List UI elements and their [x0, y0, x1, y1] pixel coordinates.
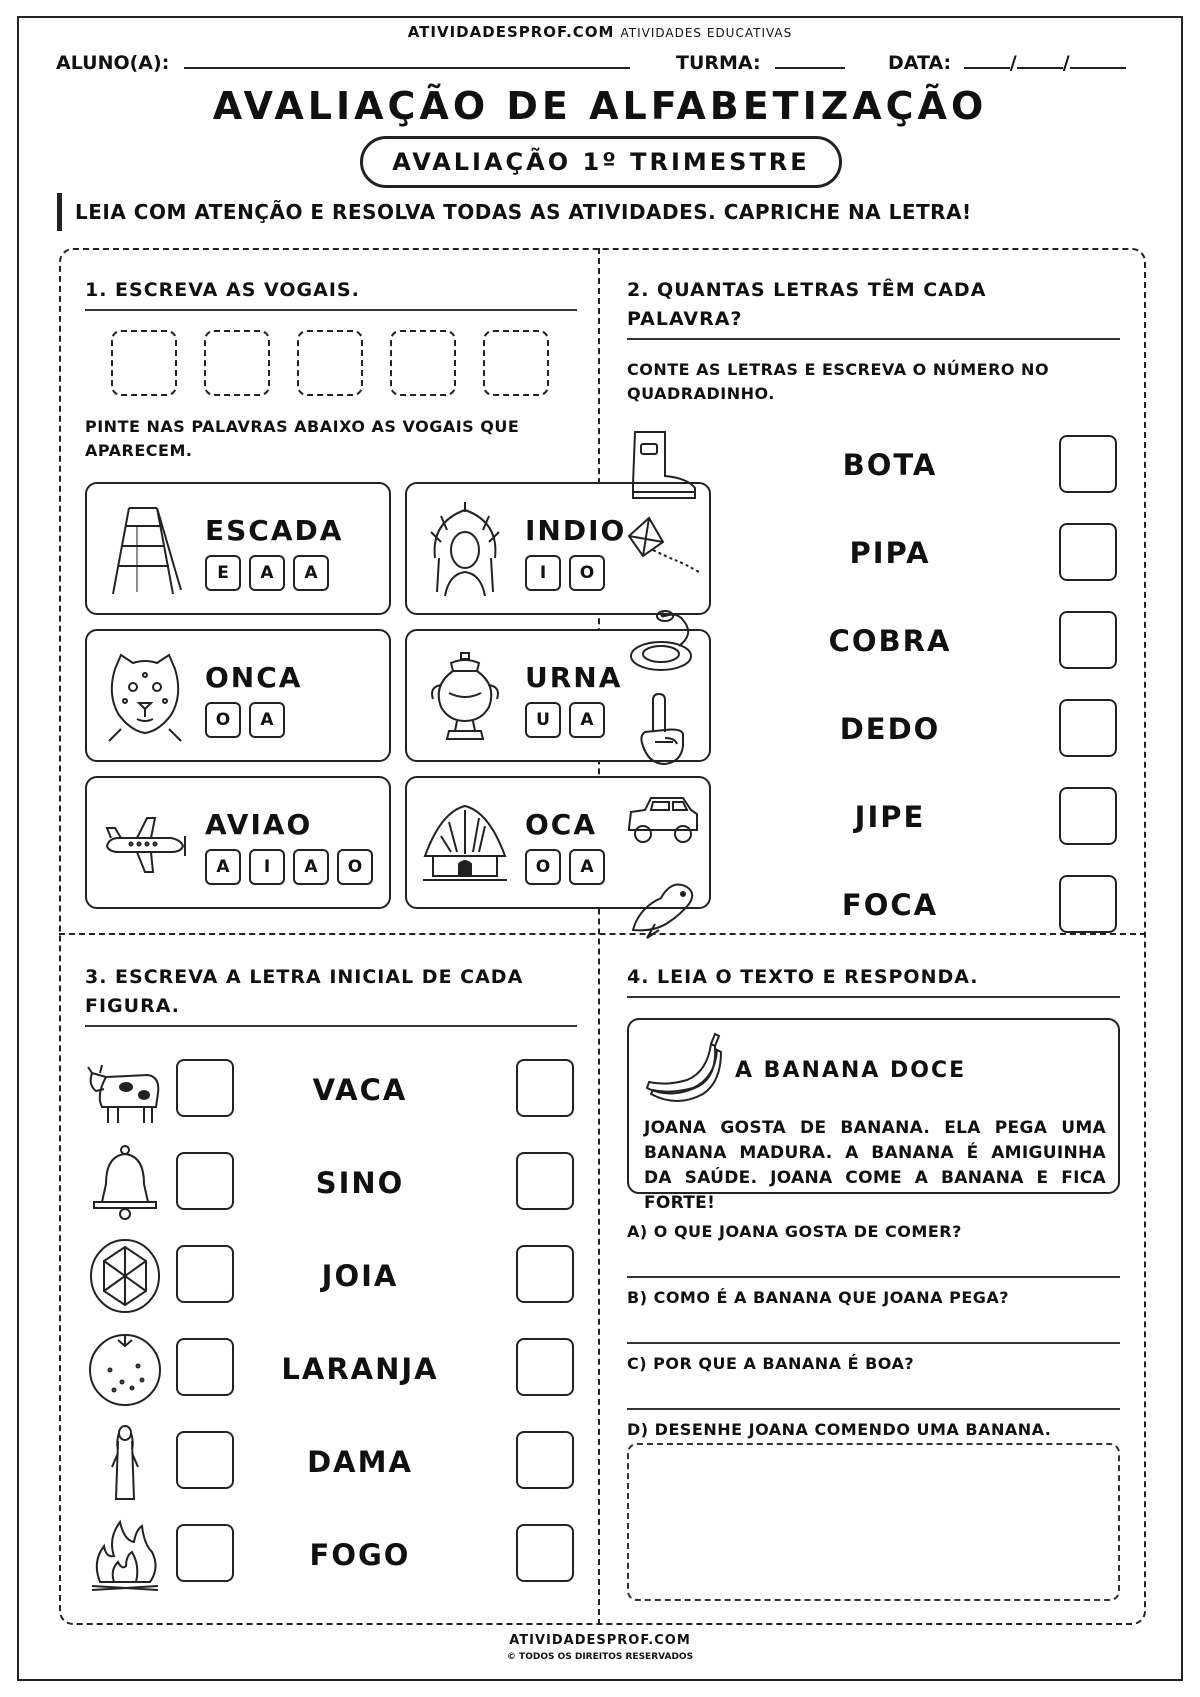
count-answer-box[interactable]: [1059, 875, 1117, 933]
card-word: ESCADA: [205, 514, 344, 547]
airplane-icon: [101, 796, 189, 892]
date-day-line[interactable]: [964, 53, 1010, 69]
story-text: JOANA GOSTA DE BANANA. ELA PEGA UMA BANANA MADURA. A BANANA É AMIGUINHA DA SAÚDE. JOANA COME A BANANA E FICA FORTE!: [644, 1118, 1106, 1213]
initial-answer-box-right[interactable]: [516, 1338, 574, 1396]
footer-rights: © TODOS OS DIREITOS RESERVADOS: [506, 1652, 694, 1662]
jaguar-icon: [101, 649, 189, 745]
count-row: [600, 596, 1144, 684]
kite-icon: [625, 516, 701, 592]
initial-answer-box-right[interactable]: [516, 1245, 574, 1303]
initial-word: FOGO: [309, 1538, 411, 1572]
site-tagline: ATIVIDADES EDUCATIVAS: [620, 26, 793, 40]
letter-tile[interactable]: O: [569, 555, 605, 591]
letter-tile[interactable]: O: [337, 849, 373, 885]
count-row: [600, 508, 1144, 596]
date-month-line[interactable]: [1017, 53, 1063, 69]
letter-tile[interactable]: A: [293, 555, 329, 591]
date-separator: /: [1062, 52, 1070, 74]
count-word: JIPE: [854, 800, 926, 834]
drawing-area[interactable]: [627, 1443, 1120, 1601]
count-answer-box[interactable]: [1059, 523, 1117, 581]
card-letters: [525, 555, 605, 591]
initial-letter-row: [80, 1047, 580, 1137]
count-answer-box[interactable]: [1059, 699, 1117, 757]
vowel-box-1[interactable]: [111, 330, 177, 396]
initial-answer-box-left[interactable]: [176, 1431, 234, 1489]
letter-tile[interactable]: I: [525, 555, 561, 591]
letter-tile[interactable]: A: [569, 849, 605, 885]
q2-heading: [627, 276, 1120, 340]
question-a: A) O QUE JOANA GOSTA DE COMER?: [627, 1222, 962, 1241]
initial-answer-box-left[interactable]: [176, 1524, 234, 1582]
count-row: [600, 420, 1144, 508]
word-card: [85, 629, 391, 762]
letter-tile[interactable]: A: [569, 702, 605, 738]
initial-word: LARANJA: [281, 1352, 439, 1386]
answer-line-c[interactable]: [627, 1408, 1120, 1410]
site-header: [0, 23, 1200, 41]
instruction-text: LEIA COM ATENÇÃO E RESOLVA TODAS AS ATIVIDADES. CAPRICHE NA LETRA!: [57, 193, 972, 231]
count-word: COBRA: [828, 624, 952, 658]
ladder-icon: [101, 502, 189, 598]
letter-tile[interactable]: A: [293, 849, 329, 885]
letter-tile[interactable]: A: [205, 849, 241, 885]
letter-tile[interactable]: A: [249, 555, 285, 591]
card-word: ONCA: [205, 661, 303, 694]
initial-letter-row: [80, 1140, 580, 1230]
vowel-box-4[interactable]: [390, 330, 456, 396]
q3-heading-line1: 3. ESCREVA A LETRA INICIAL DE CADA: [85, 966, 524, 988]
page-subtitle: AVALIAÇÃO 1º TRIMESTRE: [360, 136, 842, 188]
q2-prompt: CONTE AS LETRAS E ESCREVA O NÚMERO NO QUADRADINHO.: [627, 360, 1050, 403]
card-letters: [205, 849, 373, 885]
class-row: [676, 52, 845, 74]
count-row: [600, 860, 1144, 948]
class-label: TURMA:: [676, 52, 761, 74]
story-title: A BANANA DOCE: [735, 1058, 967, 1083]
letter-tile[interactable]: I: [249, 849, 285, 885]
page-title: AVALIAÇÃO DE ALFABETIZAÇÃO: [212, 84, 988, 128]
date-year-line[interactable]: [1070, 53, 1126, 69]
hut-icon: [421, 796, 509, 892]
letter-tile[interactable]: E: [205, 555, 241, 591]
initial-answer-box-left[interactable]: [176, 1245, 234, 1303]
card-letters: [525, 849, 605, 885]
q2-heading-line1: 2. QUANTAS LETRAS TÊM CADA: [627, 279, 987, 301]
initial-word: VACA: [312, 1073, 408, 1107]
vowel-box-3[interactable]: [297, 330, 363, 396]
q3-heading: [85, 963, 577, 1027]
question-b: B) COMO É A BANANA QUE JOANA PEGA?: [627, 1288, 1010, 1307]
finger-icon: [625, 692, 701, 768]
answer-line-a[interactable]: [627, 1276, 1120, 1278]
jewel-icon: [86, 1237, 164, 1315]
date-row: [888, 52, 1126, 74]
initial-answer-box-left[interactable]: [176, 1338, 234, 1396]
card-letters: [525, 702, 605, 738]
count-row: [600, 684, 1144, 772]
count-word: DEDO: [839, 712, 941, 746]
cow-icon: [86, 1051, 164, 1129]
initial-word: DAMA: [307, 1445, 413, 1479]
card-letters: [205, 555, 329, 591]
count-word: FOCA: [841, 888, 939, 922]
vowel-box-2[interactable]: [204, 330, 270, 396]
letter-tile[interactable]: U: [525, 702, 561, 738]
count-row: [600, 772, 1144, 860]
q4-heading: 4. LEIA O TEXTO E RESPONDA.: [627, 963, 1120, 998]
letter-tile[interactable]: O: [205, 702, 241, 738]
urn-icon: [421, 649, 509, 745]
initial-letter-row: [80, 1512, 580, 1602]
initial-letter-row: [80, 1233, 580, 1323]
banana-icon: [641, 1028, 727, 1108]
date-label: DATA:: [888, 52, 952, 74]
date-separator: /: [1009, 52, 1017, 74]
word-card: [85, 776, 391, 909]
seal-icon: [625, 868, 701, 944]
student-name-label: ALUNO(A):: [56, 52, 170, 74]
card-word: OCA: [525, 808, 598, 841]
site-name: ATIVIDADESPROF.COM: [407, 23, 615, 41]
count-answer-box[interactable]: [1059, 611, 1117, 669]
footer-site: ATIVIDADESPROF.COM: [509, 1633, 691, 1648]
q2-list: [600, 420, 1144, 932]
student-name-row: [56, 52, 630, 74]
initial-answer-box-right[interactable]: [516, 1059, 574, 1117]
question-c: C) POR QUE A BANANA É BOA?: [627, 1354, 915, 1373]
answer-line-b[interactable]: [627, 1342, 1120, 1344]
card-word: URNA: [525, 661, 623, 694]
initial-letter-row: [80, 1326, 580, 1416]
initial-letter-row: [80, 1419, 580, 1509]
initial-answer-box-left[interactable]: [176, 1059, 234, 1117]
initial-word: JOIA: [321, 1259, 399, 1293]
word-card: [85, 482, 391, 615]
count-answer-box[interactable]: [1059, 435, 1117, 493]
lady-icon: [86, 1423, 164, 1501]
initial-answer-box-left[interactable]: [176, 1152, 234, 1210]
card-word: AVIAO: [205, 808, 313, 841]
q1-cards: [80, 478, 627, 918]
count-word: BOTA: [842, 448, 938, 482]
count-answer-box[interactable]: [1059, 787, 1117, 845]
class-line[interactable]: [775, 53, 845, 69]
question-d: D) DESENHE JOANA COMENDO UMA BANANA.: [627, 1420, 1052, 1439]
story-box: [627, 1018, 1120, 1213]
card-letters: [205, 702, 285, 738]
student-name-line[interactable]: [184, 53, 630, 69]
initial-answer-box-right[interactable]: [516, 1524, 574, 1582]
initial-word: SINO: [315, 1166, 405, 1200]
snake-icon: [625, 604, 701, 680]
orange-icon: [86, 1330, 164, 1408]
indigenous-chief-icon: [421, 502, 509, 598]
vowel-box-5[interactable]: [483, 330, 549, 396]
jeep-icon: [625, 780, 701, 856]
q3-heading-line2: FIGURA.: [85, 995, 180, 1017]
card-word: INDIO: [525, 514, 627, 547]
bell-icon: [86, 1144, 164, 1222]
boot-icon: [625, 428, 701, 504]
q1-heading: 1. ESCREVA AS VOGAIS.: [85, 276, 577, 311]
count-word: PIPA: [849, 536, 931, 570]
initial-answer-box-right[interactable]: [516, 1431, 574, 1489]
fire-icon: [86, 1516, 164, 1594]
initial-answer-box-right[interactable]: [516, 1152, 574, 1210]
q2-heading-line2: PALAVRA?: [627, 308, 743, 330]
letter-tile[interactable]: A: [249, 702, 285, 738]
letter-tile[interactable]: O: [525, 849, 561, 885]
q1-prompt: PINTE NAS PALAVRAS ABAIXO AS VOGAIS QUE APARECEM.: [85, 417, 520, 460]
